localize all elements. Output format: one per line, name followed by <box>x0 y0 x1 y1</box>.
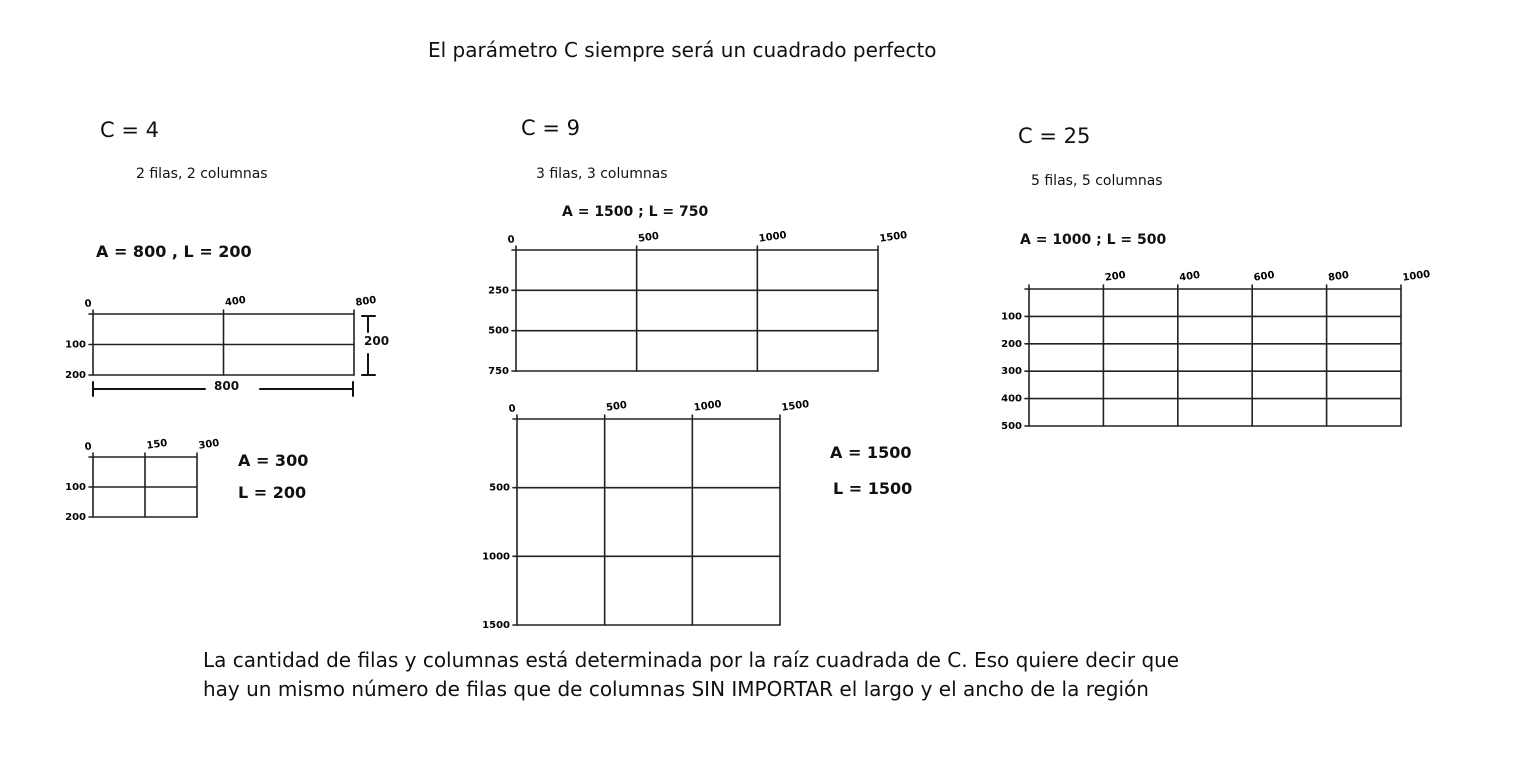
y-tick-label: 750 <box>488 366 509 377</box>
c25-example1-dims: A = 1000 ; L = 500 <box>1020 232 1167 248</box>
x-tick-label: 800 <box>354 294 378 309</box>
x-tick-label: 600 <box>1253 269 1276 284</box>
x-tick-label: 150 <box>145 437 169 452</box>
y-tick-label: 1500 <box>482 620 510 631</box>
y-tick-label: 1000 <box>482 551 510 563</box>
case-c9-subtitle: 3 filas, 3 columnas <box>536 166 668 182</box>
x-tick-label: 300 <box>197 437 221 452</box>
y-tick-label: 500 <box>1001 421 1022 432</box>
case-c9-label: C = 9 <box>521 116 580 140</box>
x-tick-label: 0 <box>83 441 93 454</box>
x-tick-label: 0 <box>83 298 93 311</box>
case-c4-label: C = 4 <box>100 118 159 142</box>
footer-line-1: La cantidad de filas y columnas está determinada por la raíz cuadrada de C. Eso quiere decir que <box>203 648 1180 672</box>
x-tick-label: 1500 <box>878 229 908 245</box>
x-tick-label: 0 <box>507 403 517 416</box>
case-c25-label: C = 25 <box>1018 124 1091 148</box>
x-tick-label: 500 <box>637 230 660 245</box>
y-tick-label: 300 <box>1001 366 1022 378</box>
case-c25-subtitle: 5 filas, 5 columnas <box>1031 173 1163 189</box>
y-tick-label: 200 <box>65 370 86 381</box>
c4-example2-height: L = 200 <box>238 483 307 502</box>
c9-example1-dims: A = 1500 ; L = 750 <box>562 204 709 220</box>
y-tick-label: 500 <box>489 482 510 494</box>
case-c4-subtitle: 2 filas, 2 columnas <box>136 166 268 182</box>
c4-example2-width: A = 300 <box>238 451 309 470</box>
x-tick-label: 1500 <box>780 398 810 414</box>
c4-width-dimension: 800 <box>214 379 240 393</box>
y-tick-label: 100 <box>1001 311 1022 323</box>
c4-height-dimension: 200 <box>364 334 390 348</box>
x-tick-label: 500 <box>605 399 628 414</box>
x-tick-label: 1000 <box>693 398 723 414</box>
footer-line-2: hay un mismo número de filas que de columnas SIN IMPORTAR el largo y el ancho de la región <box>203 677 1149 701</box>
x-tick-label: 400 <box>1178 269 1201 284</box>
x-tick-label: 400 <box>224 294 247 309</box>
x-tick-label: 800 <box>1327 269 1350 284</box>
y-tick-label: 100 <box>65 339 86 351</box>
x-tick-label: 200 <box>1104 269 1127 284</box>
page-title: El parámetro C siempre será un cuadrado perfecto <box>428 38 937 62</box>
y-tick-label: 200 <box>65 512 86 523</box>
c4-example1-dims: A = 800 , L = 200 <box>96 242 252 261</box>
c9-example2-height: L = 1500 <box>833 479 913 498</box>
y-tick-label: 250 <box>488 285 509 297</box>
c9-example2-width: A = 1500 <box>830 443 912 462</box>
x-tick-label: 1000 <box>758 229 788 245</box>
y-tick-label: 400 <box>1001 393 1022 405</box>
x-tick-label: 1000 <box>1401 268 1431 284</box>
y-tick-label: 500 <box>488 325 509 337</box>
y-tick-label: 100 <box>65 482 86 493</box>
y-tick-label: 200 <box>1001 338 1022 350</box>
x-tick-label: 0 <box>506 234 516 247</box>
